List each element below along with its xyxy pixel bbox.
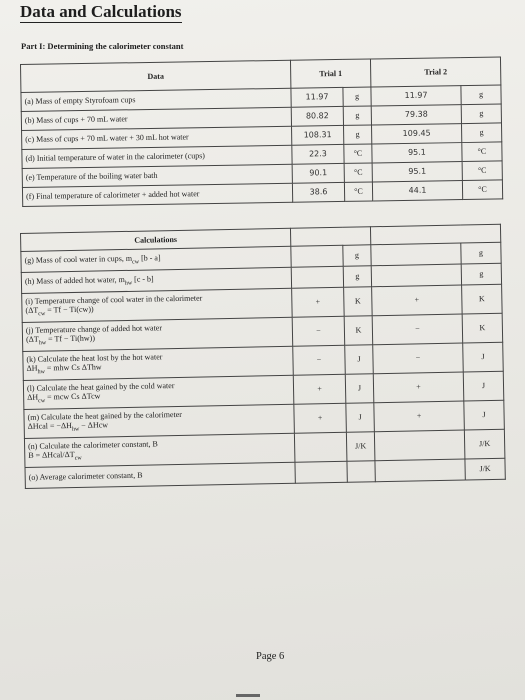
trial1-unit bbox=[347, 461, 375, 483]
trial2-unit: g bbox=[461, 104, 501, 124]
trial2-unit: g bbox=[461, 242, 501, 264]
calc-formula-tail: = mhw Cs ΔThw bbox=[44, 362, 102, 373]
trial2-value: 95.1 bbox=[372, 143, 462, 163]
calc-label-line1 bbox=[24, 251, 287, 269]
trial2-value: 11.97 bbox=[371, 86, 461, 106]
calc-label-tail: [c - b] bbox=[132, 274, 154, 284]
trial1-unit: g bbox=[344, 125, 372, 144]
trial2-unit: J bbox=[463, 342, 504, 372]
trial2-unit: °C bbox=[462, 142, 502, 162]
trial2-sign bbox=[375, 459, 465, 482]
data-table bbox=[20, 56, 503, 207]
trial2-unit: K bbox=[462, 313, 503, 343]
trial1-unit: K bbox=[344, 287, 373, 317]
calculations-header: Calculations bbox=[21, 228, 291, 251]
trial2-unit: °C bbox=[462, 180, 502, 200]
trial2-value: 95.1 bbox=[372, 162, 462, 182]
trial1-unit: J bbox=[345, 374, 374, 404]
page-number: Page 6 bbox=[256, 651, 285, 662]
calc-formula-tail: = Tf − Ti(cw)) bbox=[45, 304, 94, 315]
data-row-label: (a) Mass of empty Styrofoam cups bbox=[21, 88, 291, 111]
calc-formula-text: (ΔT bbox=[25, 335, 39, 345]
calc-formula-tail: = mcw Cs ΔTcw bbox=[44, 391, 101, 402]
trial2-sign: + bbox=[373, 372, 464, 403]
trial2-unit: J bbox=[463, 371, 504, 401]
calc-formula-text: B = ΔHcal/ΔT bbox=[28, 450, 75, 461]
calc-label-text: (o) Average calorimeter constant, B bbox=[28, 471, 143, 483]
trial1-sign: − bbox=[292, 316, 345, 346]
trial1-unit: J bbox=[345, 345, 374, 375]
trial2-value: 79.38 bbox=[371, 105, 461, 125]
calc-formula-subscript: cw bbox=[38, 398, 46, 405]
trial1-unit: J bbox=[346, 403, 375, 433]
trial1-sign: + bbox=[294, 403, 347, 433]
calc-formula-text: ΔHcal = −ΔH bbox=[27, 421, 73, 432]
trial2-unit: K bbox=[462, 284, 503, 314]
calc-formula-text: ΔH bbox=[27, 393, 39, 403]
calc-label-subscript: cw bbox=[132, 259, 140, 266]
trial2-sign bbox=[371, 243, 461, 266]
calc-formula-subscript: hw bbox=[37, 369, 46, 376]
page-title: Data and Calculations bbox=[20, 2, 182, 21]
trial1-unit: °C bbox=[344, 144, 372, 163]
trial1-value: 108.31 bbox=[292, 125, 344, 145]
trial1-value: 38.6 bbox=[292, 182, 344, 202]
calc-label-tail: [b - a] bbox=[138, 253, 161, 263]
data-row-label: (f) Final temperature of calorimeter + added hot water bbox=[22, 183, 292, 206]
trial1-unit: g bbox=[343, 245, 371, 267]
calc-label-text: (l) Calculate the heat gained by the cold water bbox=[26, 381, 175, 394]
trial2-unit: J bbox=[464, 400, 505, 430]
trial1-unit: J/K bbox=[346, 432, 375, 462]
trial1-sign: − bbox=[293, 345, 346, 375]
trial2-unit: g bbox=[461, 85, 501, 105]
data-row-label: (c) Mass of cups + 70 mL water + 30 mL hot water bbox=[22, 126, 292, 149]
calc-row-label bbox=[25, 462, 295, 488]
calc-formula-subscript: hw bbox=[71, 426, 80, 433]
calc-formula-tail: − ΔHcw bbox=[79, 420, 109, 431]
trial2-unit: g bbox=[461, 263, 501, 285]
data-row-label: (d) Initial temperature of water in the calorimeter (cups) bbox=[22, 145, 292, 168]
trial2-value: 44.1 bbox=[372, 181, 462, 201]
calc-label-text: (h) Mass of added hot water, m bbox=[24, 274, 125, 286]
trial1-value: 22.3 bbox=[292, 144, 344, 164]
calculations-table bbox=[20, 224, 506, 489]
trial1-unit: g bbox=[343, 266, 371, 288]
trial2-header: Trial 2 bbox=[370, 57, 500, 87]
trial1-unit: K bbox=[344, 316, 373, 346]
trial2-sign: + bbox=[372, 285, 463, 316]
calc-label-line1 bbox=[25, 272, 288, 290]
calc-label-subscript: hw bbox=[124, 280, 133, 287]
trial2-sign: − bbox=[373, 343, 464, 374]
data-row-label: (e) Temperature of the boiling water bath bbox=[22, 164, 292, 187]
calc-label-line1 bbox=[29, 468, 292, 482]
trial1-value: 90.1 bbox=[292, 163, 344, 183]
calc-formula-text: ΔH bbox=[26, 364, 38, 374]
trial2-sign bbox=[371, 264, 461, 287]
calc-label-text: (g) Mass of cool water in cups, m bbox=[24, 253, 133, 265]
calc-formula-subscript: cw bbox=[38, 311, 46, 318]
calc-formula-tail: = Tf − Ti(hw)) bbox=[46, 333, 96, 344]
trial2-unit: J/K bbox=[464, 429, 505, 459]
trial2-unit: J/K bbox=[465, 458, 505, 480]
calc-formula-subscript: hw bbox=[38, 340, 47, 347]
trial1-sign bbox=[291, 266, 343, 288]
trial1-value: 80.82 bbox=[291, 106, 343, 126]
trial2-sign: − bbox=[372, 314, 463, 345]
trial2-sign: + bbox=[374, 401, 465, 432]
trial1-sign bbox=[295, 461, 347, 483]
trial1-unit: °C bbox=[344, 163, 372, 182]
calc-label-text: (n) Calculate the calorimeter constant, B bbox=[28, 439, 158, 452]
trial1-value: 11.97 bbox=[291, 87, 343, 107]
calc-label-text: (j) Temperature change of added hot water bbox=[25, 323, 163, 336]
trial1-sign: + bbox=[292, 287, 345, 317]
calc-label-text: (k) Calculate the heat lost by the hot water bbox=[26, 352, 163, 365]
trial1-sign: + bbox=[293, 374, 346, 404]
trial1-unit: g bbox=[343, 106, 371, 125]
data-row-label: (b) Mass of cups + 70 mL water bbox=[21, 107, 291, 130]
data-header: Data bbox=[21, 60, 291, 92]
trial2-unit: g bbox=[461, 123, 501, 143]
calc-formula-text: (ΔT bbox=[25, 306, 39, 316]
trial2-unit: °C bbox=[462, 161, 502, 181]
calc-formula-subscript: cw bbox=[74, 455, 82, 462]
trial1-header: Trial 1 bbox=[290, 59, 370, 88]
trial2-sign bbox=[374, 430, 465, 461]
trial2-value: 109.45 bbox=[372, 124, 462, 144]
trial1-sign bbox=[291, 245, 343, 267]
trial1-unit: °C bbox=[344, 182, 372, 201]
calc-label-text: (m) Calculate the heat gained by the calorimeter bbox=[27, 410, 182, 423]
trial1-unit: g bbox=[343, 87, 371, 106]
trial1-sign bbox=[294, 432, 347, 462]
part-title: Part I: Determining the calorimeter constant bbox=[21, 41, 184, 51]
calc-label-text: (i) Temperature change of cool water in the calorimeter bbox=[25, 293, 203, 307]
binding-mark bbox=[236, 694, 260, 697]
